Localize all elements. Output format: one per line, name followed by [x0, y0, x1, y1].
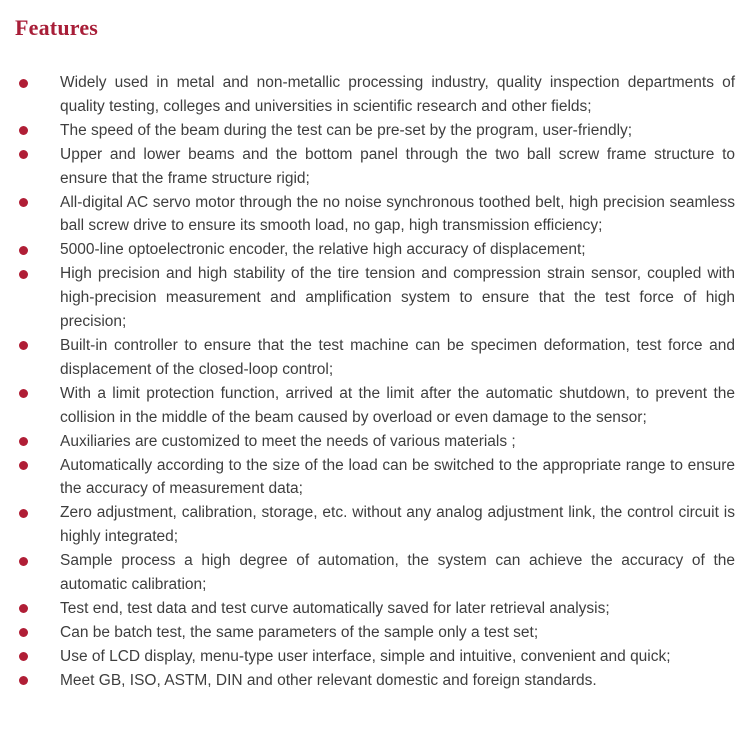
feature-text: All-digital AC servo motor through the no noise synchronous toothed belt, high precision seamless ball screw drive to ensure its smooth load, no gap, high transmission efficiency; — [60, 193, 735, 235]
features-section — [0, 14, 750, 739]
feature-item — [0, 382, 750, 430]
feature-item — [0, 238, 750, 262]
feature-text: Test end, test data and test curve automatically saved for later retrieval analysis; — [60, 599, 610, 617]
feature-item — [0, 549, 750, 597]
feature-text: Automatically according to the size of the load can be switched to the appropriate range to ensure the accuracy of measurement data; — [60, 456, 735, 498]
bullet-icon — [19, 126, 28, 135]
bullet-icon — [19, 437, 28, 446]
feature-item — [0, 454, 750, 502]
feature-text: Can be batch test, the same parameters of the sample only a test set; — [60, 623, 539, 641]
features-list — [0, 71, 750, 693]
feature-item — [0, 669, 750, 693]
bullet-icon — [19, 676, 28, 685]
bullet-icon — [19, 150, 28, 159]
feature-text: With a limit protection function, arrived at the limit after the automatic shutdown, to prevent the collision in the middle of the beam caused by overload or even damage to the sensor; — [60, 384, 735, 426]
bullet-icon — [19, 198, 28, 207]
bullet-icon — [19, 557, 28, 566]
bullet-icon — [19, 246, 28, 255]
feature-item — [0, 597, 750, 621]
bullet-icon — [19, 79, 28, 88]
feature-text: Sample process a high degree of automation, the system can achieve the accuracy of the automatic calibration; — [60, 552, 735, 594]
feature-text: Use of LCD display, menu-type user interface, simple and intuitive, convenient and quick; — [60, 647, 671, 665]
bullet-icon — [19, 604, 28, 613]
bullet-icon — [19, 461, 28, 470]
bullet-icon — [19, 389, 28, 398]
feature-item — [0, 119, 750, 143]
feature-text: Widely used in metal and non-metallic processing industry, quality inspection departments of quality testing, colleges and universities in scientific research and other fields; — [60, 74, 735, 115]
feature-item — [0, 191, 750, 239]
feature-item — [0, 645, 750, 669]
feature-text: Built-in controller to ensure that the test machine can be specimen deformation, test force and displacement of the closed-loop control; — [60, 336, 735, 378]
bullet-icon — [19, 652, 28, 661]
feature-text: Meet GB, ISO, ASTM, DIN and other relevant domestic and foreign standards. — [60, 671, 597, 689]
feature-item — [0, 143, 750, 191]
bullet-icon — [19, 509, 28, 518]
feature-item — [0, 621, 750, 645]
feature-item — [0, 334, 750, 382]
feature-item — [0, 71, 750, 119]
feature-item — [0, 501, 750, 549]
bullet-icon — [19, 270, 28, 279]
feature-item — [0, 262, 750, 334]
feature-text: High precision and high stability of the tire tension and compression strain sensor, coupled with high-precision measurement and amplification system to ensure that the test force of high precision; — [60, 265, 735, 331]
section-title: Features — [15, 15, 99, 40]
feature-text: The speed of the beam during the test can be pre-set by the program, user-friendly; — [60, 121, 633, 139]
feature-text: 5000-line optoelectronic encoder, the relative high accuracy of displacement; — [60, 241, 586, 259]
feature-text: Upper and lower beams and the bottom panel through the two ball screw frame structure to ensure that the frame structure rigid; — [60, 145, 735, 187]
bullet-icon — [19, 341, 28, 350]
feature-text: Zero adjustment, calibration, storage, etc. without any analog adjustment link, the control circuit is highly integrated; — [60, 504, 735, 546]
bullet-icon — [19, 628, 28, 637]
feature-item — [0, 430, 750, 454]
feature-text: Auxiliaries are customized to meet the needs of various materials ; — [60, 432, 516, 450]
